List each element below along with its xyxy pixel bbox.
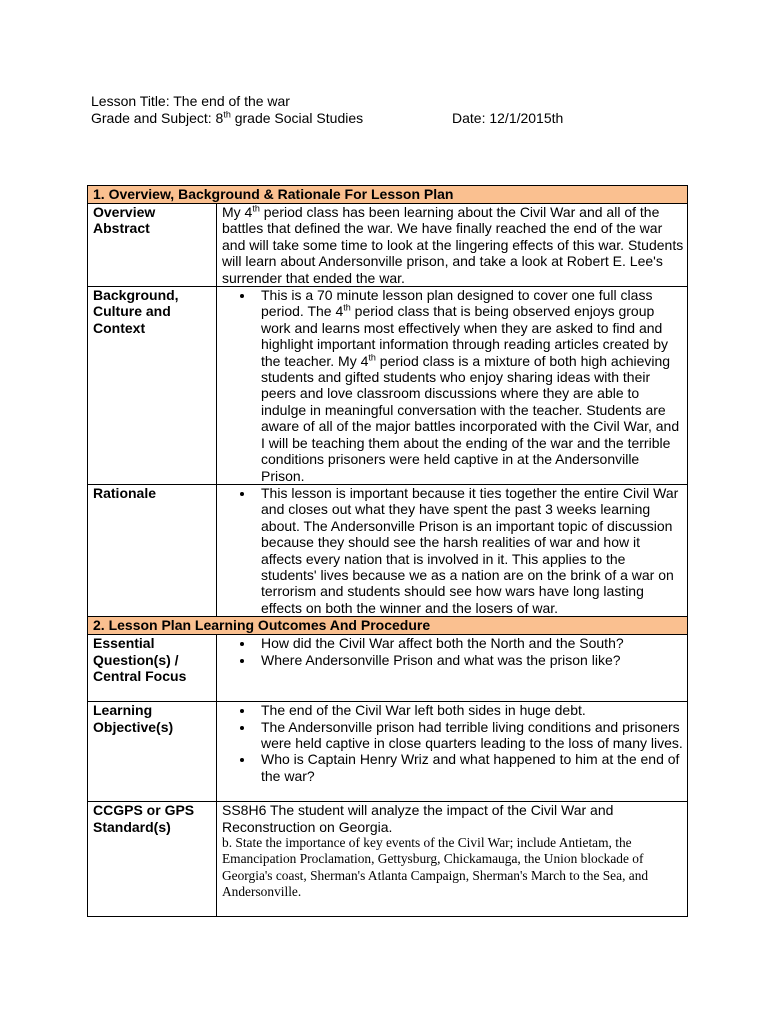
objectives-content: [217, 702, 688, 802]
grade-date-line: [91, 110, 691, 127]
lesson-plan-table: [87, 185, 688, 917]
lesson-date: Date: 12/1/2015th: [452, 110, 564, 126]
overview-content: [217, 204, 688, 287]
section-header-row: [88, 617, 688, 635]
section-2-title: 2. Lesson Plan Learning Outcomes And Procedure: [88, 617, 688, 635]
table-row: [88, 635, 688, 702]
lesson-title: Lesson Title: The end of the war: [91, 93, 290, 109]
table-row: [88, 287, 688, 485]
objectives-list: [222, 702, 684, 784]
objectives-label: Learning Objective(s): [88, 702, 217, 802]
table-row: [88, 702, 688, 802]
background-list: [222, 287, 684, 484]
list-item: • Who is Captain Henry Wriz and what happened to him at the end of the war?: [255, 751, 684, 784]
grade-sup: th: [223, 109, 231, 120]
section-header-row: [88, 186, 688, 204]
background-label: Background, Culture and Context: [88, 287, 217, 485]
background-text-2: period class that is being observed enjoys group work and learns most effectively when they are asked to find and highlight important information through reading articles created by the teacher. My 4: [261, 303, 669, 369]
grade-prefix: Grade and Subject: 8: [91, 110, 224, 126]
grade-suffix: grade Social Studies: [230, 110, 364, 126]
background-content: [217, 287, 688, 485]
background-text-1: This is a 70 minute lesson plan designed to cover one full class period. The 4: [261, 287, 653, 320]
list-item: • The end of the Civil War left both sides in huge debt.: [255, 702, 684, 718]
standards-content: [217, 802, 688, 917]
standard-line-1: SS8H6 The student will analyze the impact of the Civil War and Reconstruction on Georgia.: [222, 802, 614, 835]
background-sup-2: th: [368, 352, 376, 362]
overview-label: Overview Abstract: [88, 204, 217, 287]
overview-text-2: period class has been learning about the Civil War and all of the battles that defined the war. We have finally reached the end of the war and will take some time to look at the lingering effects of this war. Students will learn about Andersonville prison, and take a look at Robert E. Lee's surrender that ended the war.: [222, 204, 684, 286]
overview-text-1: My 4: [222, 204, 253, 220]
list-item: • How did the Civil War affect both the North and the South?: [255, 635, 684, 651]
section-1-title: 1. Overview, Background & Rationale For Lesson Plan: [88, 186, 688, 204]
essential-label: Essential Question(s) / Central Focus: [88, 635, 217, 702]
background-text-3: period class is a mixture of both high achieving students and gifted students who enjoy sharing ideas with their peers and love classroom discussions where they are able to indulge in meaningful conversation with the teacher. Students are aware of all of the major battles incorporated with the Civil War, and I will be teaching them about the ending of the war and the terrible conditions prisoners were held captive in at the Andersonville Prison.: [261, 352, 680, 484]
essential-content: [217, 635, 688, 702]
background-sup-1: th: [343, 302, 351, 313]
document-header: [91, 93, 691, 127]
grade-subject: [91, 110, 452, 127]
list-item: • Where Andersonville Prison and what was the prison like?: [255, 652, 684, 668]
overview-sup: th: [252, 203, 260, 214]
list-item: [255, 287, 684, 484]
list-item: • This lesson is important because it ties together the entire Civil War and closes out what they have spent the past 3 weeks learning about. The Andersonville Prison is an important topic of discussion because they should see the harsh realities of war and how it affects every nation that is involved in it. This applies to the students' lives because we as a nation are on the brink of a war on terrorism and students should see how wars have long lasting effects on both the winner and the losers of war.: [255, 485, 684, 616]
table-row: [88, 802, 688, 917]
rationale-label: Rationale: [88, 484, 217, 616]
table-row: [88, 484, 688, 616]
rationale-list: [222, 485, 684, 616]
rationale-content: [217, 484, 688, 616]
essential-list: [222, 635, 684, 668]
table-row: [88, 204, 688, 287]
standards-label: CCGPS or GPS Standard(s): [88, 802, 217, 917]
standard-line-2: b. State the importance of key events of the Civil War; include Antietam, the Emancipation Proclamation, Gettysburg, Chickamauga, the Union blockade of Georgia's coast, Sherman's Atlanta Campaign, Sherman's March to the Sea, and Andersonville.: [222, 834, 649, 900]
list-item: • The Andersonville prison had terrible living conditions and prisoners were held captive in close quarters leading to the loss of many lives.: [255, 719, 684, 752]
